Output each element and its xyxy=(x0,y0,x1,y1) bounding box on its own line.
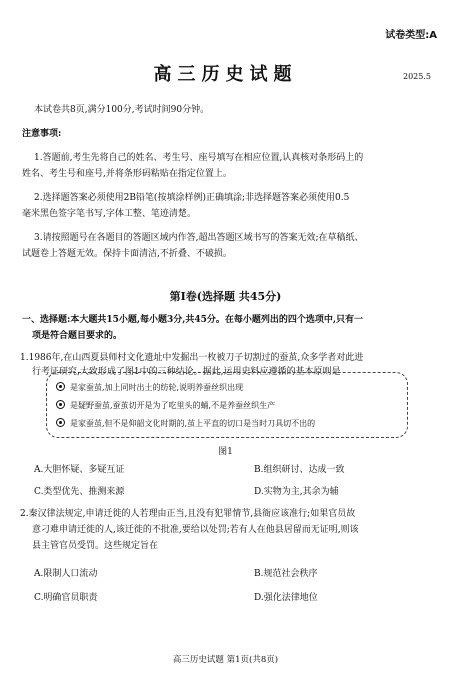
intro-line: 本试卷共8页,满分100分,考试时间90分钟。 xyxy=(34,105,210,115)
notice-line: 姓名、考生号和座号,并将条形码粘贴在指定位置上。 xyxy=(22,169,232,179)
option-b: B.规范社会秩序 xyxy=(254,569,318,579)
question-1-stem: 行考证研究,大致形成了图1中的三种结论。据此,运用史料应遵循的基本原则是 xyxy=(32,367,341,377)
notice-line: 试题卷上答题无效。保持卡面清洁,不折叠、不破损。 xyxy=(22,249,232,259)
figure-row xyxy=(56,400,275,411)
question-2-stem: 县主管官员受罚。这些规定旨在 xyxy=(32,541,159,551)
section-title: 第Ⅰ卷(选择题 共45分) xyxy=(169,290,282,303)
figure-caption: 图1 xyxy=(218,447,233,457)
notice-line: 3.请按照题号在各题目的答题区域内作答,超出答题区域书写的答案无效;在草稿纸、 xyxy=(34,233,364,243)
notice-heading: 注意事项: xyxy=(22,129,62,139)
paper-type-label: 试卷类型:A xyxy=(385,30,437,41)
section-instruction: 一、选择题:本大题共15小题,每小题3分,共45分。在每小题列出的四个选项中,只有一 xyxy=(22,315,364,325)
page-title: 高三历史试题 xyxy=(153,64,298,85)
figure-row-text: 是家蚕茧,加上同时出土的纺轮,说明养蚕丝织出现 xyxy=(70,383,244,392)
option-d: D.强化法律地位 xyxy=(254,593,318,603)
notice-line: 1.答题前,考生先将自己的姓名、考生号、座号填写在相应位置,认真核对条形码上的 xyxy=(34,153,364,163)
notice-line: 2.选择题答案必须使用2B铅笔(按填涂样例)正确填涂;非选择题答案必须使用0.5 xyxy=(34,193,350,203)
notice-line: 毫米黑色签字笔书写,字体工整、笔迹清楚。 xyxy=(22,209,196,219)
figure-row xyxy=(56,382,243,393)
option-c: C.类型优先、推测来源 xyxy=(34,487,125,497)
section-instruction: 项是符合题目要求的。 xyxy=(32,331,123,341)
question-2-stem: 2.秦汉律法规定,申请迁徙的人若理由正当,且没有犯罪情节,县衙应该准行;如果官员故 xyxy=(20,509,356,519)
bullet-icon xyxy=(56,382,65,391)
bullet-icon xyxy=(56,400,65,409)
figure-row xyxy=(56,418,315,429)
option-a: A.大胆怀疑、多疑互证 xyxy=(34,465,125,475)
option-b: B.组织研讨、达成一致 xyxy=(254,465,345,475)
question-1-stem: 1.1986年,在山西夏县师村文化遗址中发掘出一枚被刀子切割过的蚕茧,众多学者对此进 xyxy=(20,353,364,363)
option-d: D.实物为主,其余为辅 xyxy=(254,487,339,497)
figure-row-text: 是疑野蚕茧,蚕茧切开是为了吃里头的蛹,不是养蚕丝织生产 xyxy=(70,401,276,410)
option-c: C.明确官员职责 xyxy=(34,593,98,603)
option-a: A.限制人口流动 xyxy=(34,569,98,579)
question-2-stem: 意刁难申请迁徙的人,该迁徙的不批准,要给以处罚;若有人在他县居留而无证明,则该 xyxy=(32,525,359,535)
exam-date: 2025.5 xyxy=(403,72,431,81)
bullet-icon xyxy=(56,418,65,427)
figure-row-text: 是家蚕茧,但不是仰韶文化时期的,茧上平直的切口是当时刀具切不出的 xyxy=(70,419,316,428)
page-footer: 高三历史试题 第1页(共8页) xyxy=(172,655,279,665)
